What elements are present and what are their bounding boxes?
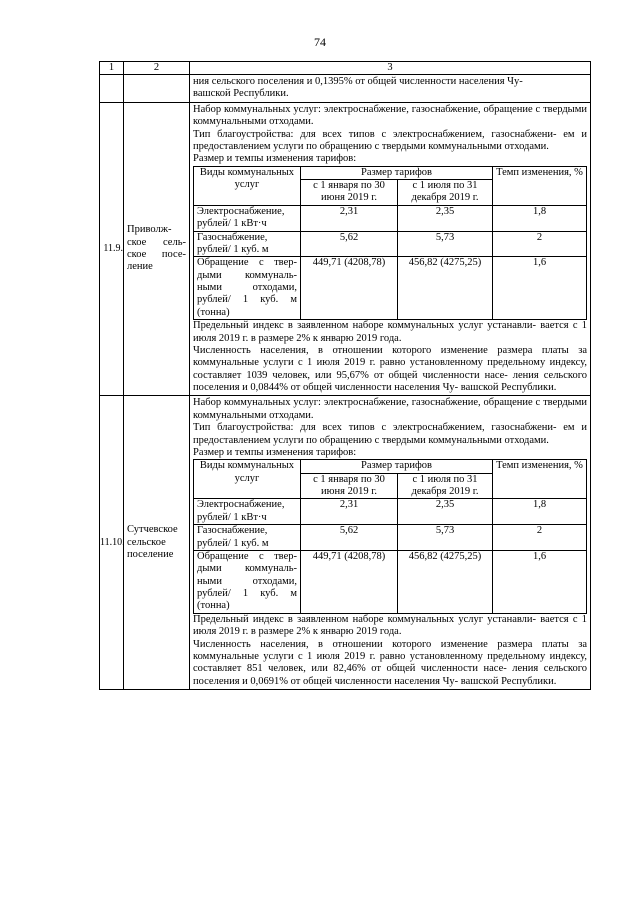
tariff-head-period-1: с 1 января по 30 июня 2019 г. bbox=[301, 180, 398, 206]
services-set-text: Набор коммунальных услуг: электроснабжение, газоснабжение, обращение с твердыми коммунальными отходами. bbox=[193, 397, 587, 421]
tariff-table bbox=[193, 166, 587, 321]
row-number: 11.9. bbox=[100, 102, 124, 396]
continuation-line-2: вашской Республики. bbox=[193, 88, 289, 100]
tariff-head-types: Виды коммунальных услуг bbox=[194, 166, 301, 205]
population-text: Численность населения, в отношении которого изменение размера платы за коммунальные услуги с 1 июля 2019 г. равно установленному предельному индексу, составляет 851 человек, или 82,46% от общей численности насе- ления сельского поселения и 0,0691% от общей численности населения Чу- вашской Республики. bbox=[193, 638, 587, 687]
table-row-11-10 bbox=[100, 396, 591, 690]
table-header-row bbox=[100, 62, 591, 75]
index-text: Предельный индекс в заявленном наборе коммунальных услуг устанавли- вается с 1 июля 2019 г. в размере 2% к январю 2019 года. bbox=[193, 320, 587, 344]
settlement-details bbox=[190, 396, 591, 690]
header-col-2: 2 bbox=[124, 62, 190, 75]
tariff-row-waste: Обращение с твер- дыми коммуналь- ными отходами, рублей/ 1 куб. м (тонна) 449,71 (4208,78) 456,82 (4275,25) 1,6 bbox=[194, 550, 587, 613]
tariff-table bbox=[193, 459, 587, 614]
tariff-row-gas: Газоснабжение, рублей/ 1 куб. м 5,62 5,73 2 bbox=[194, 231, 587, 257]
page-number: 74 bbox=[314, 35, 326, 49]
tariff-title: Размер и темпы изменения тарифов: bbox=[193, 446, 357, 458]
header-col-1: 1 bbox=[100, 62, 124, 75]
settlement-name: Сутчевское сельское поселение bbox=[124, 396, 190, 690]
index-text: Предельный индекс в заявленном наборе коммунальных услуг устанавли- вается с 1 июля 2019 г. в размере 2% к январю 2019 года. bbox=[193, 613, 587, 638]
tariff-row-waste: Обращение с твер- дыми коммуналь- ными отходами, рублей/ 1 куб. м (тонна) 449,71 (4208,78) 456,82 (4275,25) 1,6 bbox=[194, 257, 587, 320]
improvement-type-text: Тип благоустройства: для всех типов с электроснабжением, газоснабжени- ем и предоставлением услуги по обращению с твердыми коммунальными отходами. bbox=[193, 128, 587, 152]
tariff-head-period-1: с 1 января по 30 июня 2019 г. bbox=[301, 473, 398, 499]
population-text: Численность населения, в отношении которого изменение размера платы за коммунальные услуги с 1 июля 2019 г. равно установленному предельному индексу, составляет 1039 человек, или 95,67% от общей численности насе- ления сельского поселения и 0,0844% от общей численности населения Чу- вашской Республики. bbox=[193, 344, 587, 393]
services-set-text: Набор коммунальных услуг: электроснабжение, газоснабжение, обращение с твердыми коммунальными отходами. bbox=[193, 103, 587, 128]
tariff-row-electricity: Электроснабжение, рублей/ 1 кВт·ч 2,31 2,35 1,8 bbox=[194, 205, 587, 231]
tariff-head-size: Размер тарифов bbox=[301, 460, 493, 473]
tariff-head-period-2: с 1 июля по 31 декабря 2019 г. bbox=[398, 473, 493, 499]
continuation-line-1: ния сельского поселения и 0,1395% от общей численности населения Чу- bbox=[193, 76, 523, 87]
tariff-head-size: Размер тарифов bbox=[301, 166, 493, 179]
improvement-type-text: Тип благоустройства: для всех типов с электроснабжением, газоснабжени- ем и предоставлением услуги по обращению с твердыми коммунальными отходами. bbox=[193, 422, 587, 446]
settlement-details bbox=[190, 102, 591, 396]
table-row-11-9 bbox=[100, 102, 591, 396]
header-col-3: 3 bbox=[190, 62, 591, 75]
row-number: 11.10. bbox=[100, 396, 124, 690]
tariff-row-electricity: Электроснабжение, рублей/ 1 кВт·ч 2,31 2,35 1,8 bbox=[194, 499, 587, 525]
continuation-row bbox=[100, 75, 591, 103]
tariff-title: Размер и темпы изменения тарифов: bbox=[193, 153, 357, 165]
tariff-head-rate: Темп изменения, % bbox=[493, 460, 587, 499]
tariff-head-rate: Темп изменения, % bbox=[493, 166, 587, 205]
tariff-row-gas: Газоснабжение, рублей/ 1 куб. м 5,62 5,73 2 bbox=[194, 525, 587, 551]
settlements-table bbox=[99, 61, 591, 690]
tariff-head-period-2: с 1 июля по 31 декабря 2019 г. bbox=[398, 180, 493, 206]
tariff-head-types: Виды коммунальных услуг bbox=[194, 460, 301, 499]
settlement-name: Приволж- ское сель- ское посе- ление bbox=[124, 102, 190, 396]
